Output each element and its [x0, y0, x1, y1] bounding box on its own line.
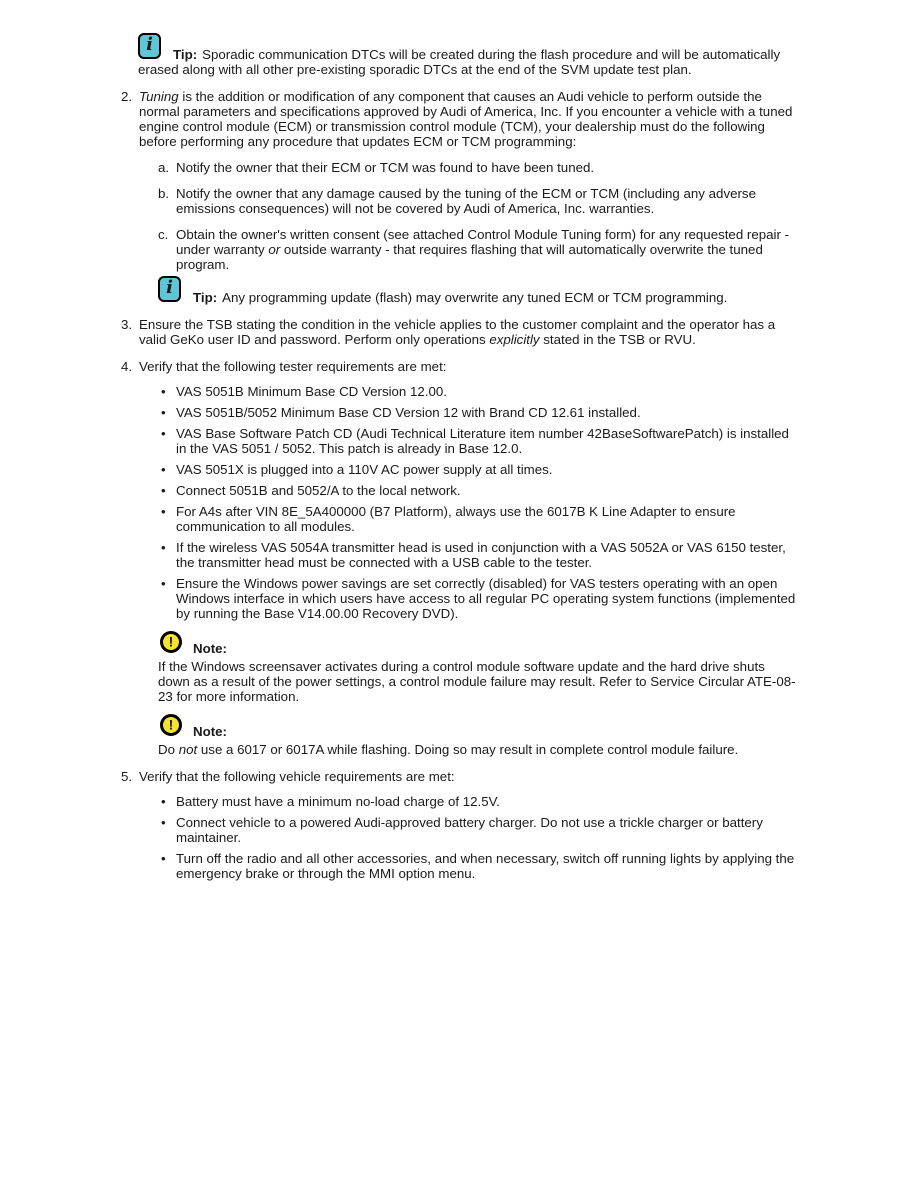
note-header	[160, 631, 798, 656]
info-icon-glyph: i	[146, 34, 153, 55]
note-label: Note:	[193, 724, 227, 739]
list-item	[158, 851, 798, 881]
tip-label: Tip:	[193, 290, 218, 305]
warning-icon-glyph: !	[168, 716, 174, 733]
item-3-italic: explicitly	[489, 332, 540, 347]
list-item	[158, 483, 798, 498]
item-number: 4.	[121, 359, 133, 374]
list-item-5	[121, 769, 798, 887]
list-item	[158, 426, 798, 456]
sub-item-letter: b.	[158, 186, 170, 201]
sub-item-c-text	[176, 227, 798, 272]
tip-callout	[158, 277, 798, 305]
note-text: If the Windows screensaver activates during a control module software update and the hard drive shuts down as a result of the power settings, a control module failure may result. Refer to Service Circular ATE-08-23 for more information.	[158, 659, 796, 704]
note-italic: not	[178, 742, 198, 757]
list-item	[158, 384, 798, 399]
item-body	[139, 317, 798, 347]
bullet-text: • Battery must have a minimum no-load charge of 12.5V.	[176, 794, 500, 809]
sub-item-c	[158, 227, 798, 272]
list-item-2	[121, 89, 798, 305]
sub-item-letter: c.	[158, 227, 169, 242]
item-number: 3.	[121, 317, 133, 332]
item-3-text-before: Ensure the TSB stating the condition in the vehicle applies to the customer complaint and the operator has a valid GeKo user ID and password. Perform only operations	[139, 317, 776, 347]
bullet-text: • For A4s after VIN 8E_5A400000 (B7 Platform), always use the 6017B K Line Adapter to ensure communication to all modules.	[176, 504, 736, 534]
tip-callout	[138, 34, 798, 77]
list-item	[158, 794, 798, 809]
item-body	[139, 89, 798, 305]
note-callout	[158, 631, 798, 704]
bullet-text: • VAS 5051X is plugged into a 110V AC power supply at all times.	[176, 462, 553, 477]
tip-body-text: Sporadic communication DTCs will be created during the flash procedure and will be automatically erased along with all other pre-existing sporadic DTCs at the end of the SVM update test plan.	[138, 47, 781, 77]
list-item	[158, 462, 798, 477]
item-4-text: Verify that the following tester requirements are met:	[139, 359, 447, 374]
sub-item-c-italic: or	[268, 242, 281, 257]
item-2-lead-italic: Tuning	[139, 89, 179, 104]
sub-item-letter: a.	[158, 160, 170, 175]
warning-icon-glyph: !	[168, 633, 174, 650]
list-item	[158, 815, 798, 845]
item-2-text	[139, 89, 798, 149]
note-label: Note:	[193, 641, 227, 656]
sub-item-a	[158, 160, 798, 175]
item-number: 5.	[121, 769, 133, 784]
warning-note-icon	[160, 631, 182, 653]
item-3-text	[139, 317, 798, 347]
bullet-text: • Connect vehicle to a powered Audi-approved battery charger. Do not use a trickle charger or battery maintainer.	[176, 815, 763, 845]
sub-item-c-text-before: Obtain the owner's written consent (see attached Control Module Tuning form) for any requested repair - under warranty	[176, 227, 790, 257]
sub-item-a-text: Notify the owner that their ECM or TCM was found to have been tuned.	[176, 160, 595, 175]
item-3-text-after: stated in the TSB or RVU.	[539, 332, 696, 347]
info-tip-icon	[158, 276, 181, 302]
sub-item-c-text-after: outside warranty - that requires flashing that will automatically overwrite the tuned program.	[176, 242, 763, 272]
note-text	[158, 742, 798, 757]
list-item	[158, 540, 798, 570]
note-text-after: use a 6017 or 6017A while flashing. Doing so may result in complete control module failure.	[197, 742, 739, 757]
item-5-text: Verify that the following vehicle requirements are met:	[139, 769, 455, 784]
note-callout	[158, 714, 798, 757]
list-item	[158, 405, 798, 420]
note-text-before: Do	[158, 742, 179, 757]
list-item-4	[121, 359, 798, 757]
bullet-text: • Ensure the Windows power savings are set correctly (disabled) for VAS testers operating with an open Windows interface in which users have access to all regular PC operating system functions (implemented by running the Base V14.00.00 Recovery DVD).	[176, 576, 796, 621]
tester-requirements-list	[158, 384, 798, 757]
bullet-text: • Turn off the radio and all other accessories, and when necessary, switch off running lights by applying the emergency brake or through the MMI option menu.	[176, 851, 795, 881]
item-2-main-text: is the addition or modification of any component that causes an Audi vehicle to perform outside the normal parameters and specifications approved by Audi of America, Inc. If you encounter a vehicle with a tuned engine control module (ECM) or transmission control module (TCM), your dealership must do the following before performing any procedure that updates ECM or TCM programming:	[139, 89, 793, 149]
note-header	[160, 714, 798, 739]
info-icon-glyph: i	[166, 277, 173, 298]
tip-text	[138, 47, 798, 77]
bullet-text: • VAS Base Software Patch CD (Audi Technical Literature item number 42BaseSoftwarePatch) is installed in the VAS 5051 / 5052. This patch is already in Base 12.0.	[176, 426, 789, 456]
tip-text	[158, 290, 798, 305]
sub-item-b-text: Notify the owner that any damage caused by the tuning of the ECM or TCM (including any adverse emissions consequences) will not be covered by Audi of America, Inc. warranties.	[176, 186, 756, 216]
tip-label: Tip:	[173, 47, 198, 62]
bullet-text: • VAS 5051B/5052 Minimum Base CD Version 12 with Brand CD 12.61 installed.	[176, 405, 641, 420]
item-body	[139, 359, 798, 757]
item-number: 2.	[121, 89, 133, 104]
item-body	[139, 769, 798, 887]
warning-note-icon	[160, 714, 182, 736]
sub-item-b	[158, 186, 798, 216]
bullet-text: • Connect 5051B and 5052/A to the local network.	[176, 483, 461, 498]
tip-body-text: Any programming update (flash) may overwrite any tuned ECM or TCM programming.	[222, 290, 728, 305]
list-item-3	[121, 317, 798, 347]
list-item	[158, 576, 798, 621]
bullet-text: • If the wireless VAS 5054A transmitter head is used in conjunction with a VAS 5052A or VAS 6150 tester, the transmitter head must be connected with a USB cable to the tester.	[176, 540, 786, 570]
list-item	[158, 504, 798, 534]
bullet-text: • VAS 5051B Minimum Base CD Version 12.00.	[176, 384, 447, 399]
vehicle-requirements-list	[158, 794, 798, 881]
info-tip-icon	[138, 33, 161, 59]
